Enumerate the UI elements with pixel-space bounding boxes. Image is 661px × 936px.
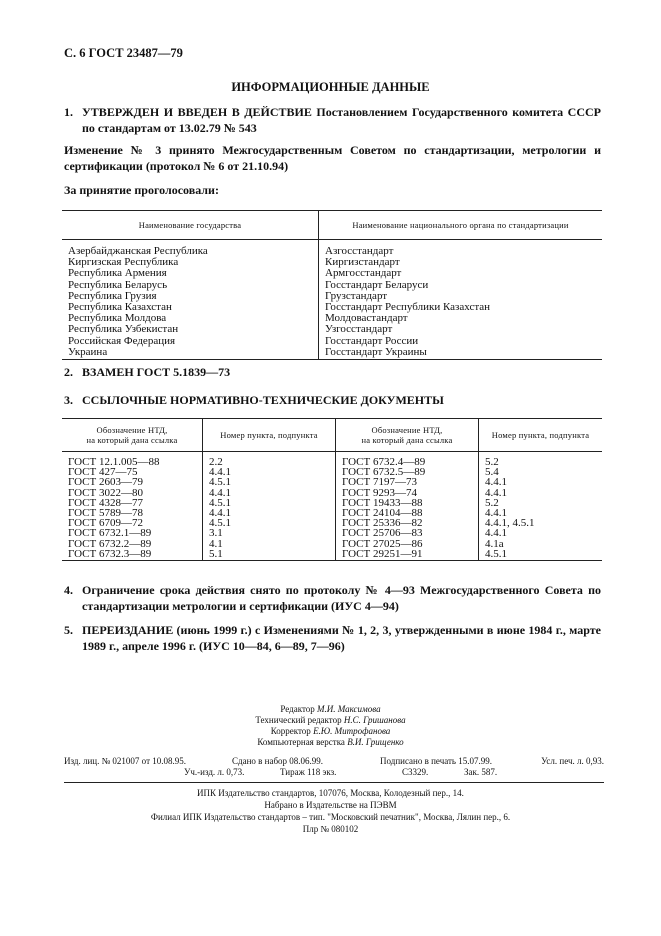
credit-corrector	[0, 726, 661, 737]
print-sheets: Усл. печ. л. 0,93.	[541, 756, 604, 766]
ref-doc-left: ГОСТ 12.1.005—88	[62, 452, 203, 468]
state-name: Киргизская Республика	[62, 257, 319, 268]
state-body: Госстандарт Беларуси	[325, 278, 429, 291]
publisher-line-2: Набрано в Издательстве на ПЭВМ	[264, 800, 397, 810]
refs-row	[62, 488, 602, 498]
refs-row	[62, 452, 602, 468]
ref-clause-right: 4.4.1, 4.5.1	[485, 517, 535, 530]
ref-clause-left: 5.1	[203, 549, 336, 561]
state-body: Госстандарт Республики Казахстан	[325, 301, 491, 314]
refs-row	[62, 549, 602, 561]
state-name: Республика Казахстан	[62, 302, 319, 313]
ref-doc-right: ГОСТ 6732.5—89	[336, 467, 479, 477]
ref-doc-left: ГОСТ 6732.1—89	[62, 528, 203, 538]
credit-tech-name: Н.С. Гришанова	[343, 715, 406, 725]
item-1-text: УТВЕРЖДЕН И ВВЕДЕН В ДЕЙСТВИЕ Постановлением Государственного комитета СССР по стандартам от 13.02.79 № 543	[82, 105, 601, 135]
ref-doc-right: ГОСТ 6732.4—89	[336, 452, 479, 468]
ref-doc-right: ГОСТ 7197—73	[336, 477, 479, 487]
print-info	[64, 756, 604, 778]
refs-row	[62, 477, 602, 487]
ref-doc-right: ГОСТ 29251—91	[336, 549, 479, 561]
item-2-number: 2.	[64, 365, 73, 379]
print-sent: Сдано в набор 08.06.99.	[232, 756, 324, 766]
ref-clause-left: 3.1	[203, 528, 336, 538]
state-body: Армгосстандарт	[325, 267, 402, 280]
publisher-line-1: ИПК Издательство стандартов, 107076, Москва, Колодезный пер., 14.	[197, 788, 464, 798]
refs-header-doc-1-line2: на который дана ссылка	[86, 435, 178, 445]
ref-clause-left: 2.2	[203, 452, 336, 468]
ref-doc-left: ГОСТ 4328—77	[62, 498, 203, 508]
ref-clause-left: 4.5.1	[203, 518, 336, 528]
item-4	[0, 582, 661, 616]
credit-layout	[0, 737, 661, 748]
change-note: Изменение № 3 принято Межгосударственным Советом по стандартизации, метрологии и сертификации (протокол № 6 от 21.10.94)	[64, 143, 601, 173]
credit-editor	[0, 704, 661, 715]
state-body: Киргизстандарт	[325, 256, 400, 269]
ref-clause-right: 4.4.1	[485, 486, 507, 499]
credit-layout-name: В.И. Грищенко	[347, 737, 404, 747]
ref-clause-right: 4.1а	[485, 537, 504, 550]
refs-row	[62, 467, 602, 477]
credit-editor-name: М.И. Максимова	[317, 704, 381, 714]
states-table	[62, 210, 602, 360]
ref-doc-left: ГОСТ 6709—72	[62, 518, 203, 528]
credits	[0, 704, 661, 748]
section-title: ИНФОРМАЦИОННЫЕ ДАННЫЕ	[231, 80, 430, 94]
voted-label: За принятие проголосовали:	[64, 183, 219, 197]
item-5-text: ПЕРЕИЗДАНИЕ (июнь 1999 г.) с Изменениями № 1, 2, 3, утвержденными в июне 1984 г., марте 1989 г., апреле 1996 г. (ИУС 10—84, 6—89, 7—96)	[82, 623, 601, 653]
ref-doc-left: ГОСТ 3022—80	[62, 488, 203, 498]
states-header-state: Наименование государства	[62, 211, 319, 240]
state-body: Грузстандарт	[325, 289, 388, 302]
state-body: Госстандарт России	[325, 334, 419, 347]
print-signed: Подписано в печать 15.07.99.	[380, 756, 493, 766]
page-header: С. 6 ГОСТ 23487—79	[64, 46, 183, 60]
state-body: Азгосстандарт	[325, 245, 394, 257]
state-name: Украина	[62, 347, 319, 360]
state-name: Республика Молдова	[62, 313, 319, 324]
ref-clause-right: 4.4.1	[485, 527, 507, 540]
print-code: С3329.	[402, 767, 429, 777]
item-5	[0, 622, 661, 656]
refs-header-doc-1-line1: Обозначение НТД,	[96, 425, 168, 435]
state-name: Республика Беларусь	[62, 280, 319, 291]
publisher	[0, 787, 661, 835]
ref-doc-left: ГОСТ 427—75	[62, 467, 203, 477]
ref-clause-right: 4.4.1	[485, 507, 507, 520]
ref-clause-left: 4.5.1	[203, 498, 336, 508]
ref-doc-right: ГОСТ 19433—88	[336, 498, 479, 508]
state-name: Республика Армения	[62, 268, 319, 279]
item-4-text: Ограничение срока действия снято по протоколу № 4—93 Межгосударственного Совета по стандартизации метрологии и сертификации (ИУС 4—94)	[82, 583, 601, 613]
state-name: Республика Узбекистан	[62, 324, 319, 335]
ref-clause-left: 4.4.1	[203, 467, 336, 477]
ref-clause-left: 4.1	[203, 539, 336, 549]
item-5-number: 5.	[64, 623, 73, 637]
references-table	[62, 418, 602, 561]
credit-tech	[0, 715, 661, 726]
state-body: Госстандарт Украины	[319, 347, 603, 360]
ref-doc-right: ГОСТ 9293—74	[336, 488, 479, 498]
item-3-text: ССЫЛОЧНЫЕ НОРМАТИВНО-ТЕХНИЧЕСКИЕ ДОКУМЕНТЫ	[82, 393, 444, 407]
credit-corrector-name: Е.Ю. Митрофанова	[313, 726, 391, 736]
credit-corrector-role: Корректор	[270, 726, 311, 736]
item-2-text: ВЗАМЕН ГОСТ 5.1839—73	[82, 365, 231, 379]
refs-header-clause-1: Номер пункта, подпункта	[203, 419, 336, 452]
credit-tech-role: Технический редактор	[255, 715, 342, 725]
ref-doc-right: ГОСТ 27025—86	[336, 539, 479, 549]
ref-clause-left: 4.4.1	[203, 508, 336, 518]
print-publ-sheets: Уч.-изд. л. 0,73.	[184, 767, 245, 777]
item-3-number: 3.	[64, 393, 73, 407]
publisher-line-4: Плр № 080102	[302, 824, 359, 834]
ref-doc-right: ГОСТ 25336—82	[336, 518, 479, 528]
item-4-number: 4.	[64, 583, 73, 597]
print-license: Изд. лиц. № 021007 от 10.08.95.	[64, 756, 186, 766]
refs-header-clause-2: Номер пункта, подпункта	[479, 419, 603, 452]
print-run: Тираж 118 экз.	[280, 767, 337, 777]
refs-header-doc-2	[336, 419, 479, 452]
ref-doc-right: ГОСТ 24104—88	[336, 508, 479, 518]
item-1-number: 1.	[64, 105, 73, 119]
refs-header-doc-2-line2: на который дана ссылка	[361, 435, 453, 445]
ref-doc-right: ГОСТ 25706—83	[336, 528, 479, 538]
ref-clause-right: 5.2	[485, 496, 499, 509]
ref-doc-left: ГОСТ 5789—78	[62, 508, 203, 518]
state-name: Республика Грузия	[62, 291, 319, 302]
ref-clause-right: 4.5.1	[479, 549, 603, 561]
state-body: Узгосстандарт	[325, 323, 393, 336]
ref-clause-right: 4.4.1	[485, 476, 507, 489]
states-header-body: Наименование национального органа по стандартизации	[319, 211, 603, 240]
ref-doc-left: ГОСТ 2603—79	[62, 477, 203, 487]
refs-row	[62, 498, 602, 508]
item-1	[0, 104, 661, 138]
state-body: Молдовастандарт	[325, 312, 408, 325]
print-order: Зак. 587.	[464, 767, 498, 777]
refs-header-doc-2-line1: Обозначение НТД,	[371, 425, 443, 435]
ref-doc-left: ГОСТ 6732.2—89	[62, 539, 203, 549]
divider-line	[64, 782, 604, 783]
state-name: Российская Федерация	[62, 336, 319, 347]
credit-editor-role: Редактор	[280, 704, 315, 714]
ref-clause-right: 5.2	[485, 456, 499, 468]
publisher-line-3: Филиал ИПК Издательство стандартов – тип. "Московский печатник", Москва, Лялин пер., 6.	[150, 812, 511, 822]
ref-clause-left: 4.4.1	[203, 488, 336, 498]
refs-body	[62, 452, 602, 561]
ref-clause-left: 4.5.1	[203, 477, 336, 487]
credit-layout-role: Компьютерная верстка	[257, 737, 345, 747]
ref-doc-left: ГОСТ 6732.3—89	[62, 549, 203, 561]
ref-clause-right: 5.4	[485, 466, 499, 479]
refs-header-doc-1	[62, 419, 203, 452]
state-name: Азербайджанская Республика	[62, 240, 319, 258]
